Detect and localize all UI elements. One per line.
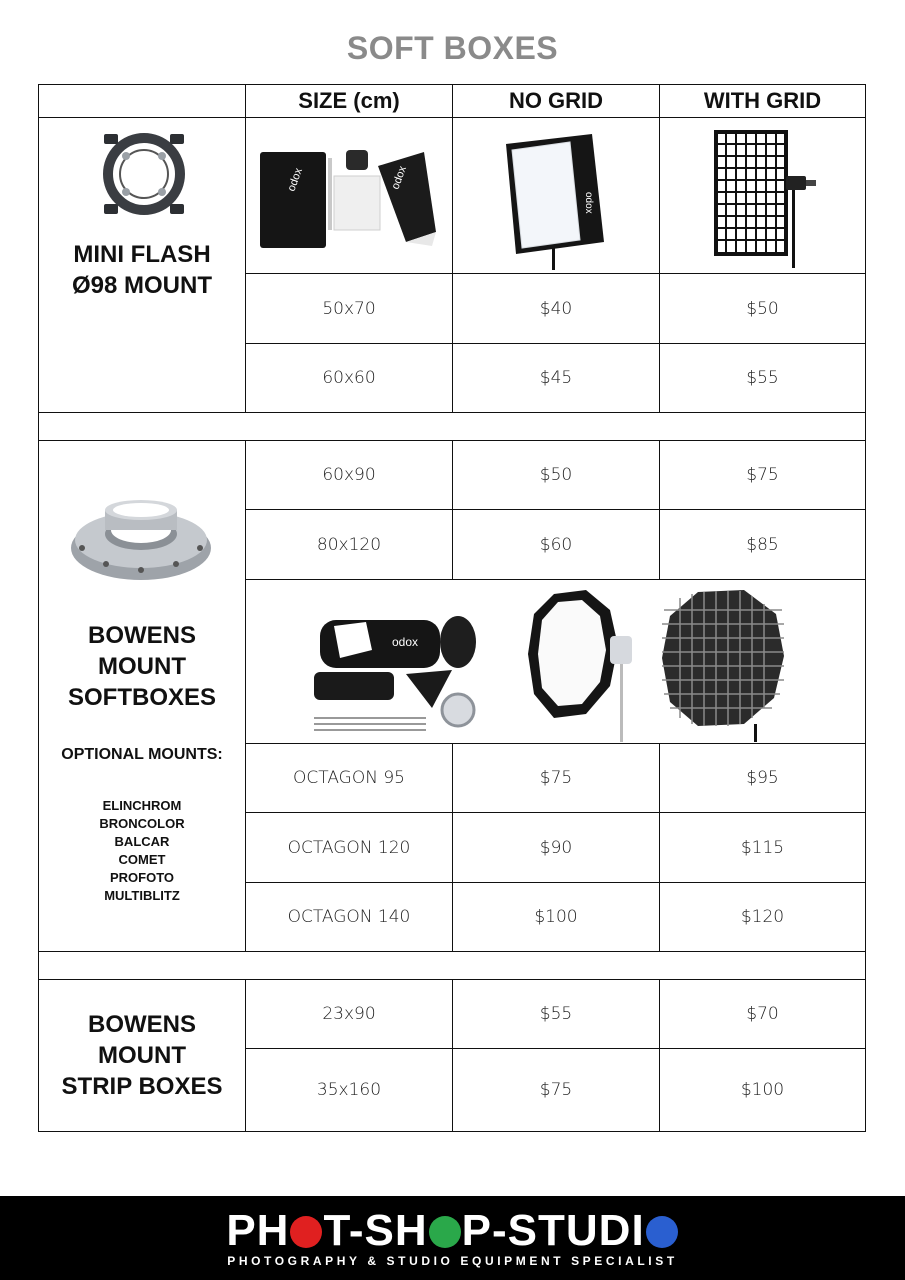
bowens-strip-line1: BOWENS xyxy=(88,1011,196,1038)
mount-multiblitz: MULTIBLITZ xyxy=(104,888,180,903)
oct-row3-nogrid: $100 xyxy=(452,882,660,952)
optional-mounts-title: OPTIONAL MOUNTS: xyxy=(61,746,223,763)
optional-mounts-list xyxy=(38,797,246,905)
brand-part-1: PH xyxy=(226,1206,290,1255)
header-with-grid: WITH GRID xyxy=(659,84,866,118)
oct-row1-size: OCTAGON 95 xyxy=(245,743,453,813)
bowens-mount-image xyxy=(66,490,216,590)
strip-row2-nogrid: $75 xyxy=(452,1048,660,1132)
strip-row1-nogrid: $55 xyxy=(452,979,660,1049)
bowens-strip-label xyxy=(38,1009,246,1102)
strip-row2-size: 35x160 xyxy=(245,1048,453,1132)
header-no-grid: NO GRID xyxy=(452,84,660,118)
brand-part-4: P-STUDI xyxy=(461,1206,645,1255)
red-dot-icon xyxy=(290,1216,322,1248)
oct-row3-withgrid: $120 xyxy=(659,882,866,952)
square-softbox-grid-image xyxy=(712,126,822,268)
mini-row1-size: 50x70 xyxy=(245,273,453,344)
octagon-softbox-image xyxy=(526,588,636,742)
green-dot-icon xyxy=(429,1216,461,1248)
softbox-kit-image xyxy=(256,146,446,254)
header-size: SIZE (cm) xyxy=(245,84,453,118)
brand-logo xyxy=(0,1206,905,1256)
mini-flash-label xyxy=(38,239,246,301)
mini-row1-nogrid: $40 xyxy=(452,273,660,344)
oct-row3-size: OCTAGON 140 xyxy=(245,882,453,952)
oct-row2-withgrid: $115 xyxy=(659,812,866,883)
svg-text:odox: odox xyxy=(389,164,409,192)
mini-row2-nogrid: $45 xyxy=(452,343,660,413)
brand-part-2: T xyxy=(323,1206,349,1255)
header-blank xyxy=(38,84,246,118)
mini-row2-withgrid: $55 xyxy=(659,343,866,413)
strip-row2-withgrid: $100 xyxy=(659,1048,866,1132)
bowens-row2-size: 80x120 xyxy=(245,509,453,580)
mount-broncolor: BRONCOLOR xyxy=(99,816,185,831)
brand-tagline: PHOTOGRAPHY & STUDIO EQUIPMENT SPECIALIST xyxy=(227,1254,678,1268)
price-table xyxy=(38,84,866,1132)
mini-row1-withgrid: $50 xyxy=(659,273,866,344)
bowens-soft-label xyxy=(38,620,246,713)
mount-elinchrom: ELINCHROM xyxy=(102,798,182,813)
bowens-strip-line3: STRIP BOXES xyxy=(61,1073,223,1100)
svg-text:odox: odox xyxy=(285,166,305,194)
bowens-soft-line3: SOFTBOXES xyxy=(67,684,217,711)
square-softbox-image xyxy=(500,130,612,270)
spacer-row-2 xyxy=(38,951,866,980)
oct-row2-nogrid: $90 xyxy=(452,812,660,883)
bowens-row1-nogrid: $50 xyxy=(452,440,660,510)
bowens-row1-size: 60x90 xyxy=(245,440,453,510)
bowens-row1-withgrid: $75 xyxy=(659,440,866,510)
kit-brand-text: odox xyxy=(392,635,419,649)
octagon-softbox-grid-image xyxy=(660,588,790,742)
oct-row1-nogrid: $75 xyxy=(452,743,660,813)
blue-dot-icon xyxy=(646,1216,678,1248)
mini-flash-mount-image xyxy=(96,126,192,222)
mini-label-line1: MINI FLASH xyxy=(73,241,211,268)
mount-balcar: BALCAR xyxy=(114,834,170,849)
strip-row1-withgrid: $70 xyxy=(659,979,866,1049)
spacer-row xyxy=(38,412,866,441)
mini-row2-size: 60x60 xyxy=(245,343,453,413)
bowens-row2-withgrid: $85 xyxy=(659,509,866,580)
strip-row1-size: 23x90 xyxy=(245,979,453,1049)
bowens-strip-line2: MOUNT xyxy=(98,1042,186,1069)
oct-row2-size: OCTAGON 120 xyxy=(245,812,453,883)
page-title: SOFT BOXES xyxy=(346,30,559,66)
bowens-soft-line1: BOWENS xyxy=(88,622,196,649)
brand-part-3: -SH xyxy=(348,1206,428,1255)
bowens-row2-nogrid: $60 xyxy=(452,509,660,580)
footer-bar xyxy=(0,1196,905,1280)
svg-text:odox: odox xyxy=(583,192,594,214)
mount-profoto: PROFOTO xyxy=(109,870,175,885)
bowens-soft-line2: MOUNT xyxy=(98,653,186,680)
mount-comet: COMET xyxy=(118,852,166,867)
mini-label-line2: Ø98 MOUNT xyxy=(71,272,212,299)
octagon-kit-image xyxy=(306,612,486,740)
oct-row1-withgrid: $95 xyxy=(659,743,866,813)
